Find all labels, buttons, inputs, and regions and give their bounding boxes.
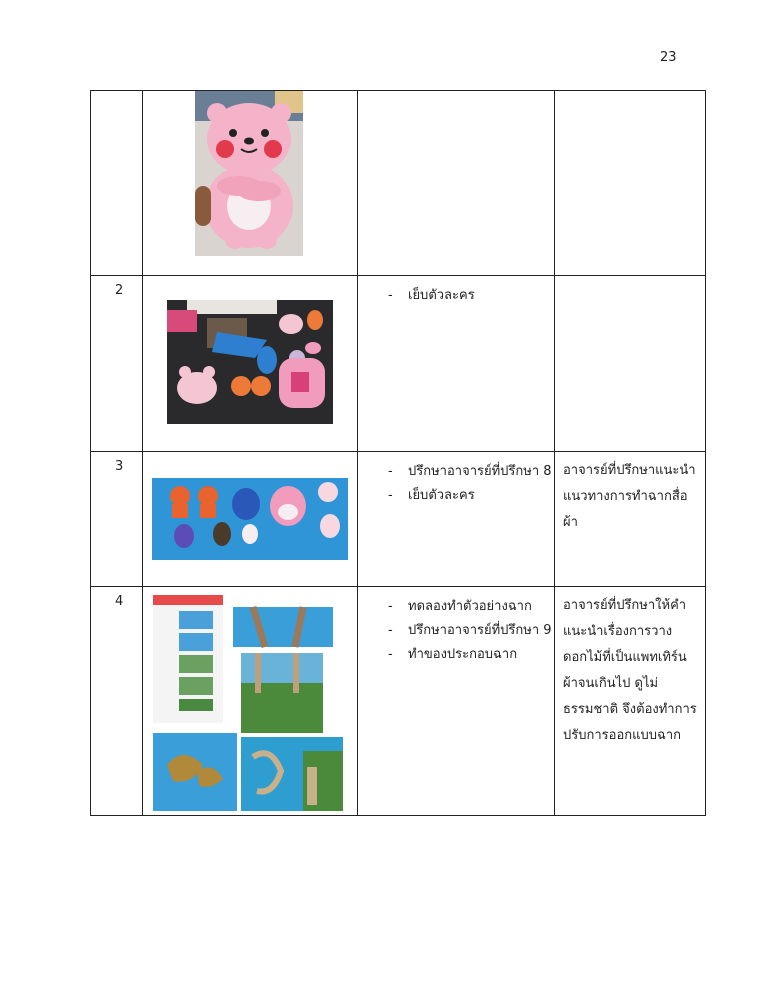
felt-character-pieces-icon xyxy=(167,300,333,424)
row-note-cell xyxy=(555,91,706,276)
activity-item: - ปรึกษาอาจารย์ที่ปรึกษา 9 xyxy=(358,619,554,643)
advisor-note: อาจารย์ที่ปรึกษาแนะนำแนวทางการทำฉากสื่อผ้า xyxy=(563,463,696,530)
row-note-cell xyxy=(555,587,706,816)
activity-item: - เย็บตัวละคร xyxy=(358,484,554,508)
row-activities-cell xyxy=(358,587,555,816)
row-activities-cell xyxy=(358,91,555,276)
row-activities-cell xyxy=(358,276,555,452)
activity-item: - เย็บตัวละคร xyxy=(358,284,554,308)
row-note-cell xyxy=(555,276,706,452)
row-image-cell xyxy=(143,276,358,452)
row-image-cell xyxy=(143,91,358,276)
table-row xyxy=(91,452,706,587)
advisor-note: อาจารย์ที่ปรึกษาให้คำแนะนำเรื่องการวางดอกไม้ที่เป็นแพทเทิร์นผ้าจนเกินไป ดูไม่ธรรมชาติ จึงต้องทำการปรับการออกแบบฉาก xyxy=(563,598,697,743)
table-row xyxy=(91,276,706,452)
page-number: 23 xyxy=(660,50,677,65)
activity-item: - ทำของประกอบฉาก xyxy=(358,643,554,667)
scene-collage-icon xyxy=(153,595,347,811)
row-number: 2 xyxy=(91,276,143,452)
row-number: 4 xyxy=(91,587,143,816)
activity-log-table xyxy=(90,90,706,816)
row-image-cell xyxy=(143,452,358,587)
activity-item: - ทดลองทำตัวอย่างฉาก xyxy=(358,595,554,619)
row-number xyxy=(91,91,143,276)
pink-bear-felt-doll-icon xyxy=(195,91,303,256)
row-activities-cell xyxy=(358,452,555,587)
table-row xyxy=(91,91,706,276)
row-note-cell xyxy=(555,452,706,587)
table-row xyxy=(91,587,706,816)
finished-felt-characters-icon xyxy=(152,478,348,560)
row-number: 3 xyxy=(91,452,143,587)
row-image-cell xyxy=(143,587,358,816)
activity-item: - ปรึกษาอาจารย์ที่ปรึกษา 8 xyxy=(358,460,554,484)
